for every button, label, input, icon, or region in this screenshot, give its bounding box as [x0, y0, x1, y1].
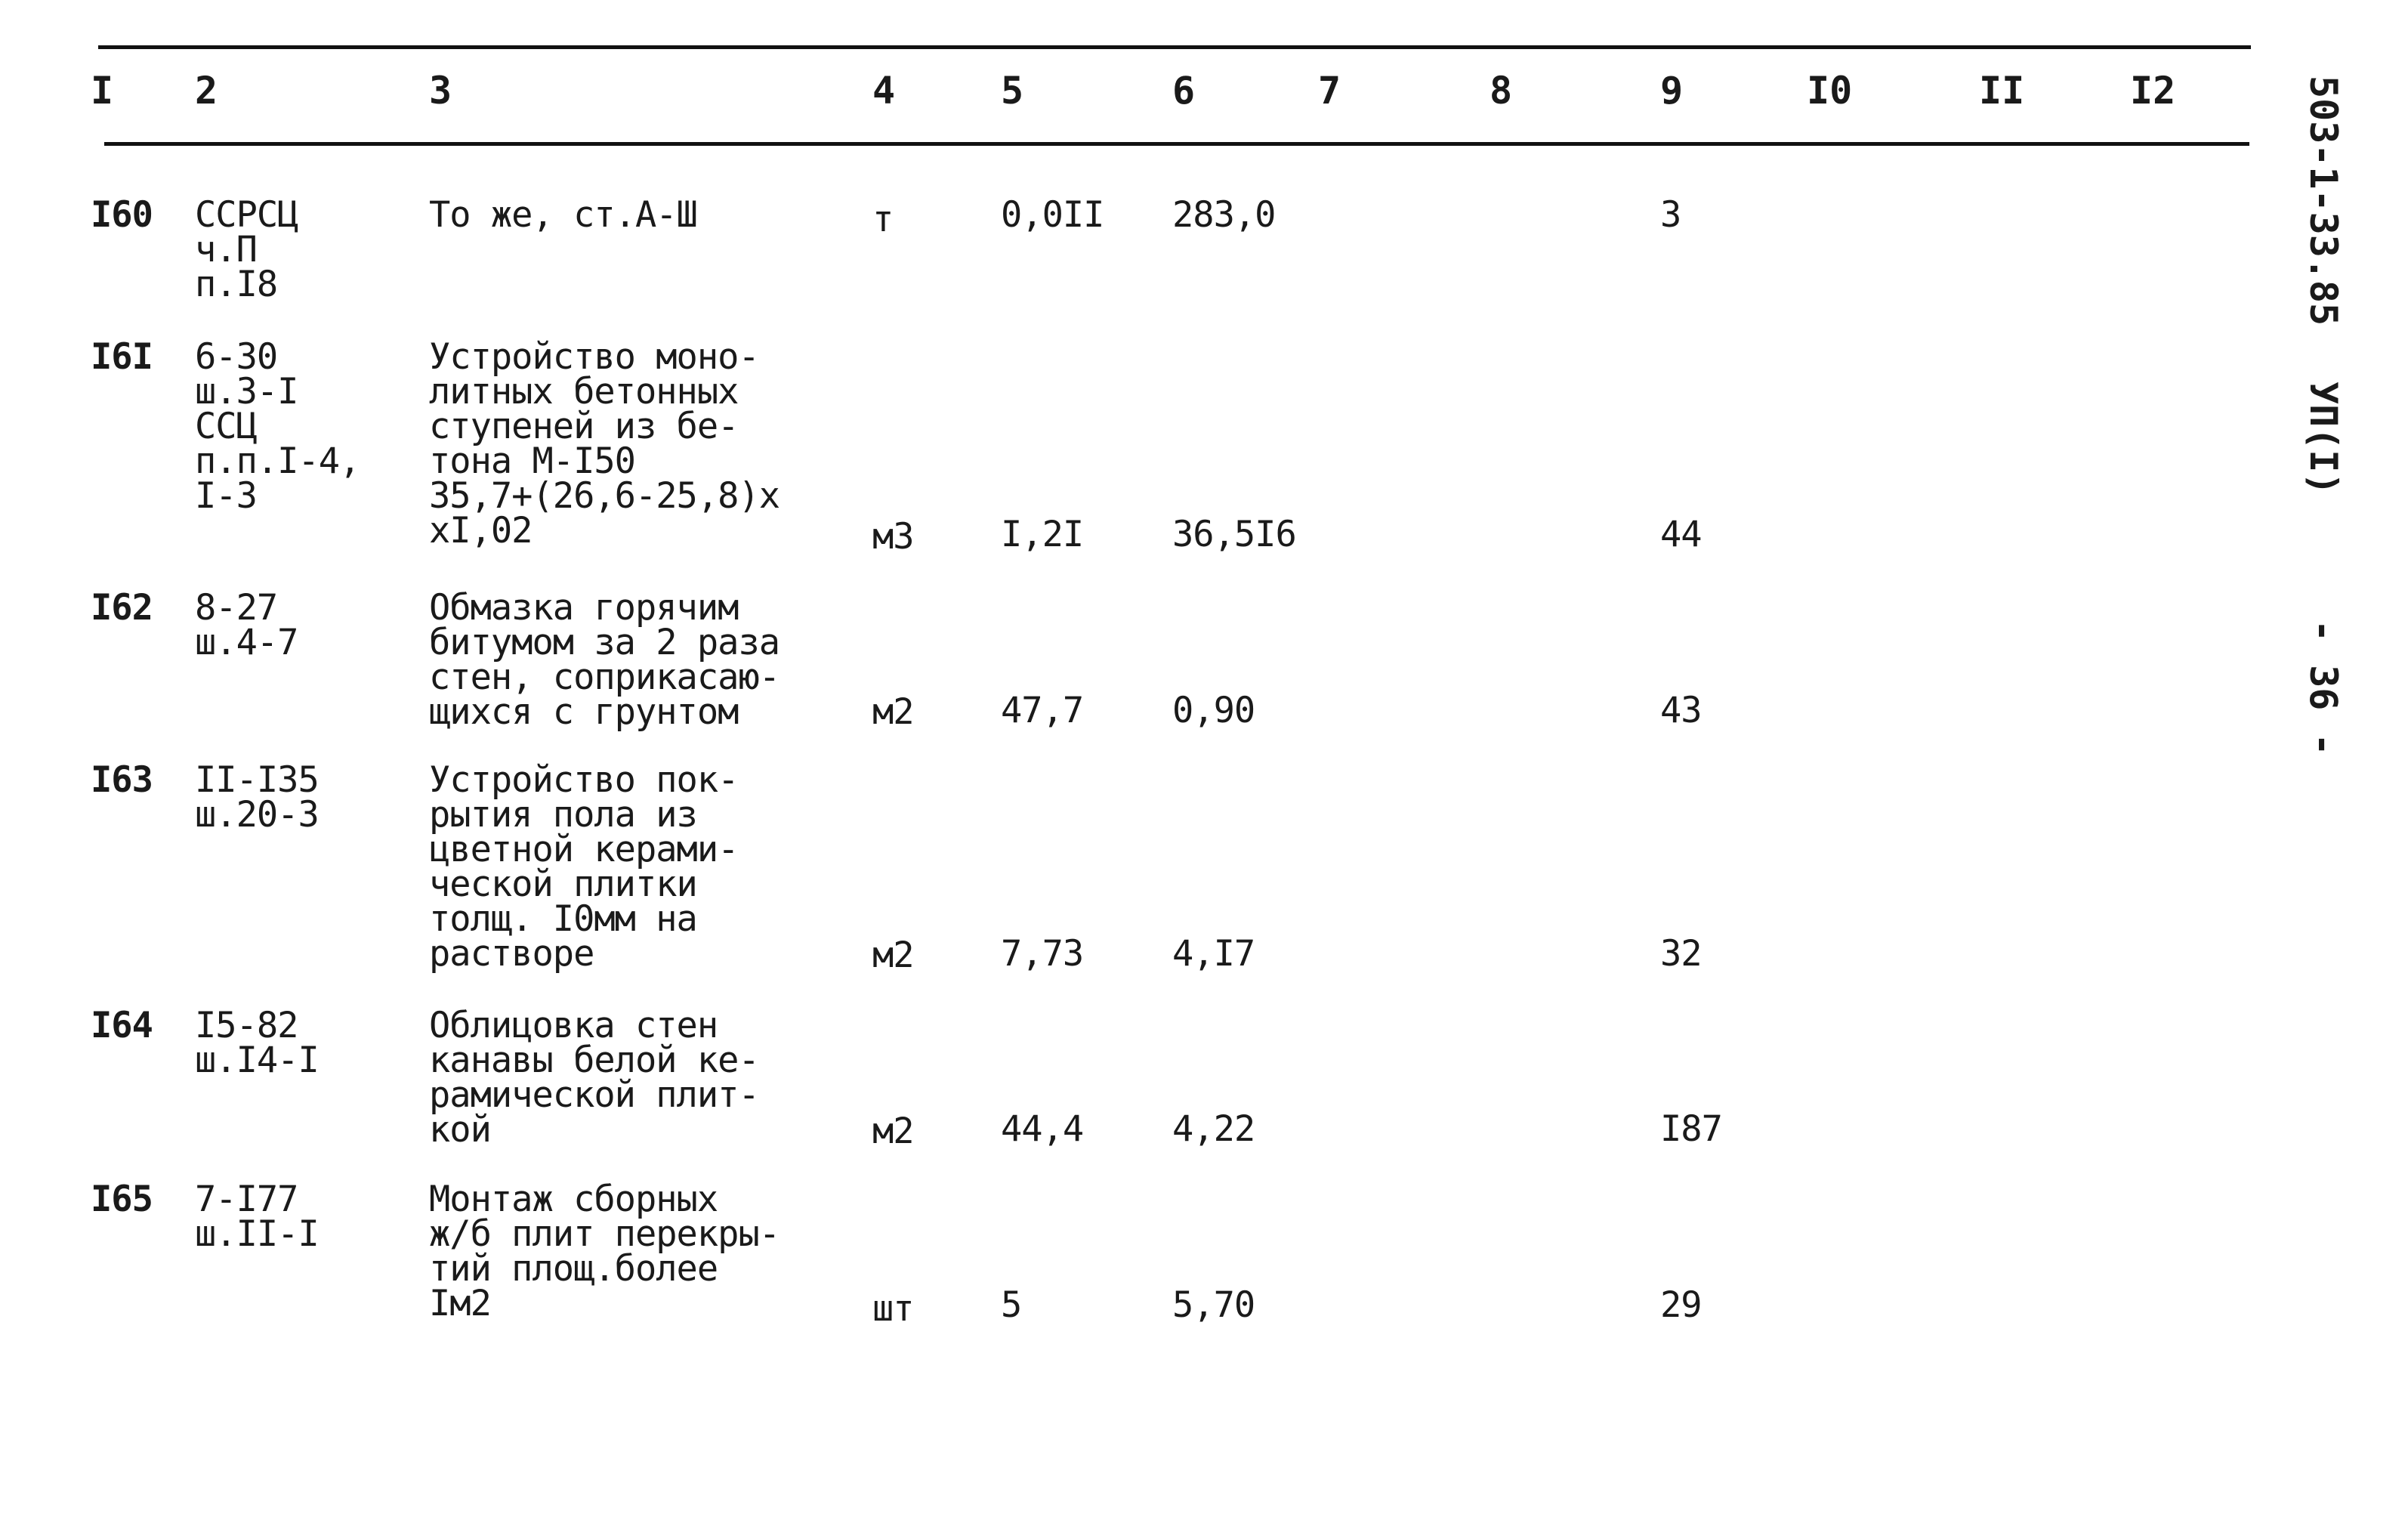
col-header-3: 3 [429, 69, 452, 113]
norm-code: I5-82 ш.I4-I [195, 1005, 319, 1081]
col-header-9: 9 [1660, 69, 1684, 113]
norm-code: 8-27 ш.4-7 [195, 587, 298, 663]
quantity: 7,73 [1001, 933, 1084, 975]
col-header-11: II [1979, 69, 2025, 113]
norm-code: 7-I77 ш.II-I [195, 1179, 319, 1255]
row-number: I63 [91, 759, 153, 801]
quantity: I,2I [1001, 514, 1084, 555]
col-header-5: 5 [1001, 69, 1024, 113]
unit: м2 [872, 691, 914, 733]
page-number: - 36 - [2301, 619, 2345, 756]
work-description: Монтаж сборных ж/б плит перекры- тий площ.более Iм2 [429, 1179, 780, 1324]
norm-code: 6-30 ш.3-I ССЦ п.п.I-4, I-3 [195, 336, 360, 517]
col-header-6: 6 [1172, 69, 1196, 113]
row-number: I60 [91, 194, 153, 236]
work-description: Обмазка горячим битумом за 2 раза стен, соприкасаю- щихся с грунтом [429, 587, 780, 733]
col9-value: 32 [1660, 933, 1702, 975]
album-number: УП(I) [2301, 382, 2345, 496]
col-header-12: I2 [2130, 69, 2176, 113]
unit-price: 5,70 [1172, 1284, 1255, 1326]
col9-value: 43 [1660, 690, 1702, 731]
col9-value: 44 [1660, 514, 1702, 555]
unit-price: 36,5I6 [1172, 514, 1296, 555]
document-code: 503-1-33.85 [2301, 76, 2345, 326]
unit-price: 4,22 [1172, 1108, 1255, 1150]
work-description: Устройство пок- рытия пола из цветной керами- ческой плитки толщ. I0мм на растворе [429, 759, 739, 975]
col-header-7: 7 [1318, 69, 1341, 113]
norm-code: II-I35 ш.20-3 [195, 759, 319, 836]
unit: т [872, 199, 894, 240]
quantity: 47,7 [1001, 690, 1084, 731]
col-header-1: I [91, 69, 114, 113]
col-header-8: 8 [1490, 69, 1513, 113]
row-number: I65 [91, 1179, 153, 1220]
unit: м3 [872, 516, 914, 558]
col9-value: 3 [1660, 194, 1681, 236]
norm-code: ССРСЦ ч.П п.I8 [195, 194, 298, 305]
quantity: 5 [1001, 1284, 1022, 1326]
col-header-10: I0 [1807, 69, 1853, 113]
unit: шт [872, 1288, 914, 1330]
work-description: Облицовка стен канавы белой ке- рамической плит- кой [429, 1005, 759, 1151]
col-header-4: 4 [872, 69, 896, 113]
unit: м2 [872, 1111, 914, 1152]
unit-price: 0,90 [1172, 690, 1255, 731]
quantity: 0,0II [1001, 194, 1104, 236]
col-header-2: 2 [195, 69, 218, 113]
row-number: I64 [91, 1005, 153, 1046]
top-rule [98, 45, 2251, 49]
unit-price: 4,I7 [1172, 933, 1255, 975]
col9-value: I87 [1660, 1108, 1722, 1150]
header-rule [104, 142, 2249, 146]
quantity: 44,4 [1001, 1108, 1084, 1150]
col9-value: 29 [1660, 1284, 1702, 1326]
work-description: То же, ст.А-Ш [429, 194, 697, 236]
work-description: Устройство моно- литных бетонных ступеней из бе- тона М-I50 35,7+(26,6-25,8)х хI,02 [429, 336, 780, 551]
unit-price: 283,0 [1172, 194, 1276, 236]
unit: м2 [872, 935, 914, 976]
row-number: I62 [91, 587, 153, 629]
row-number: I6I [91, 336, 153, 378]
